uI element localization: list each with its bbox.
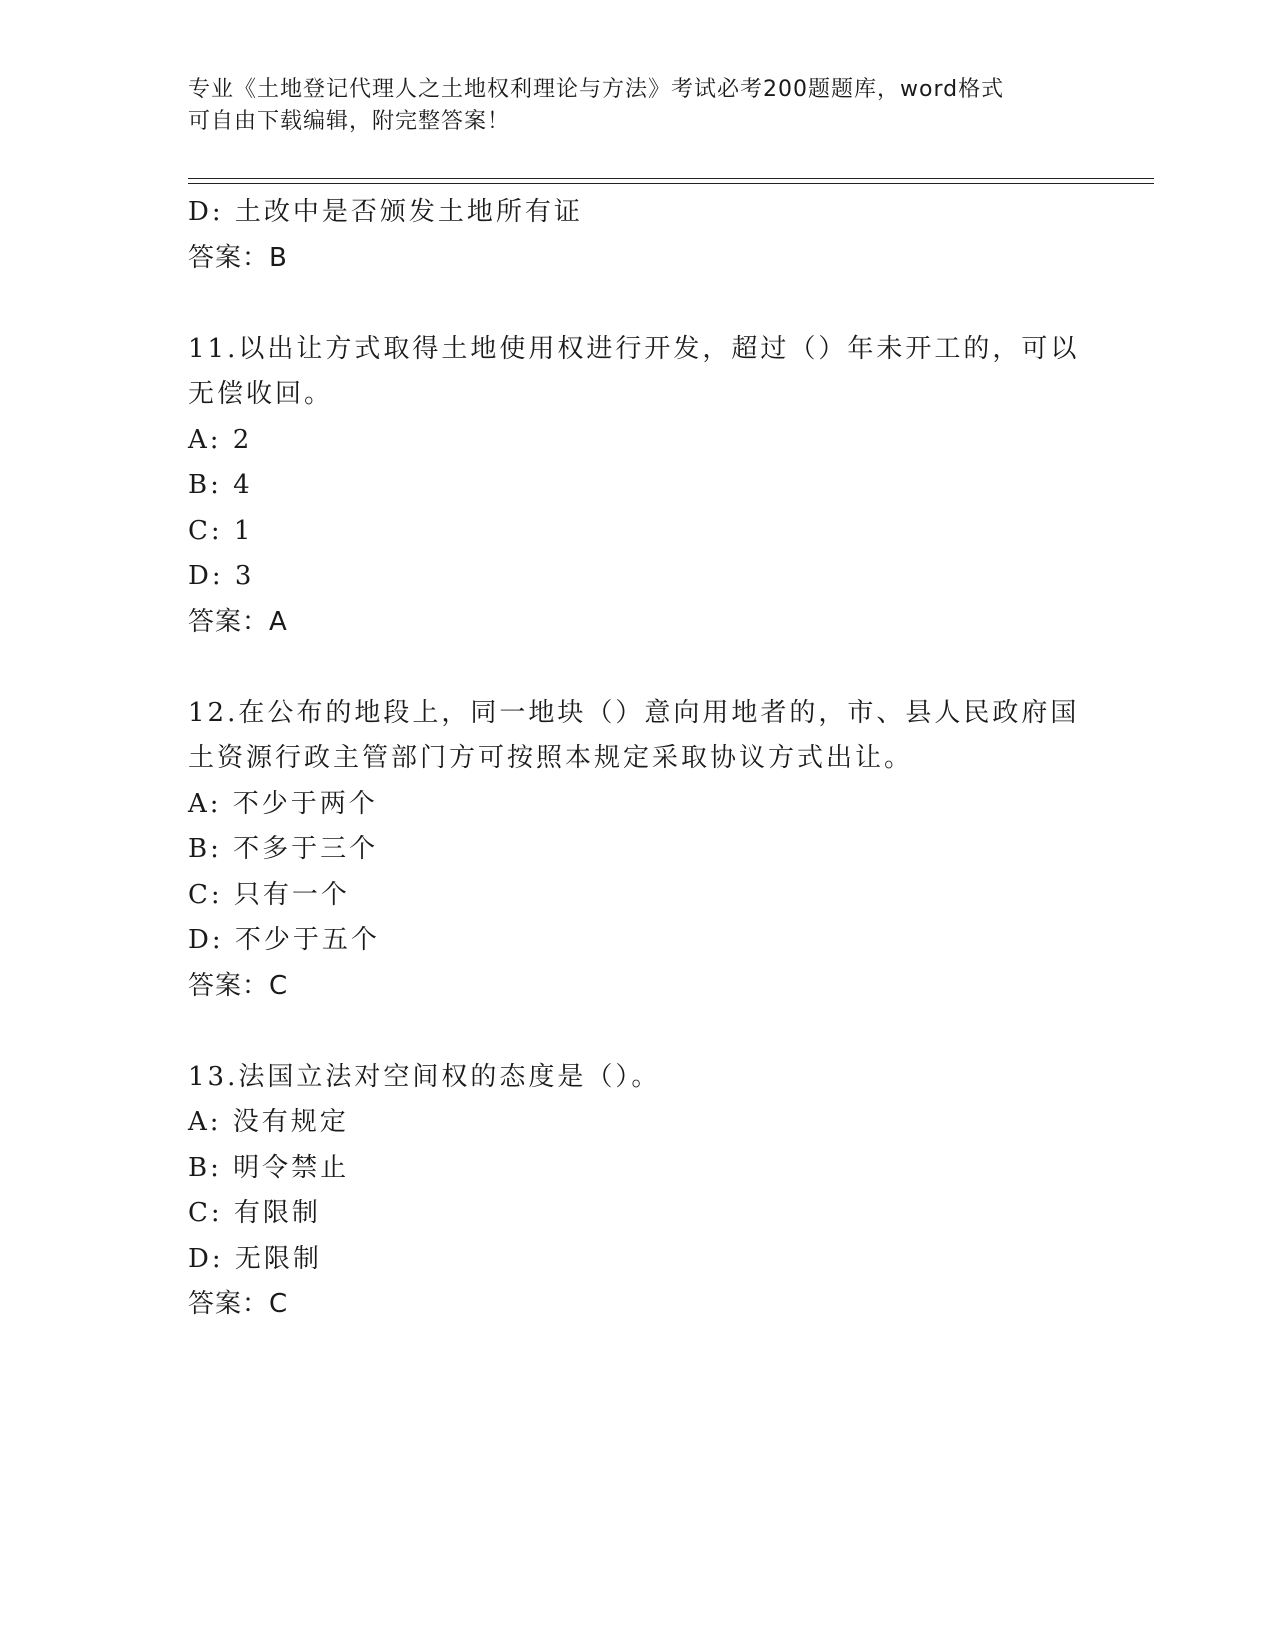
question-stem: 12.在公布的地段上，同一地块（）意向用地者的，市、县人民政府国 — [188, 697, 1080, 728]
document-header — [188, 74, 1088, 138]
question-stem: 11.以出让方式取得土地使用权进行开发，超过（）年未开工的，可以 — [188, 333, 1080, 364]
option-b: B: 不多于三个 — [188, 834, 379, 864]
spacer — [188, 281, 1088, 327]
header-title-line1: 专业《土地登记代理人之土地权利理论与方法》考试必考200题题库，word格式 — [188, 77, 1005, 102]
question-list — [188, 190, 1088, 1328]
option-a: A: 2 — [188, 424, 253, 455]
option-c: C: 有限制 — [188, 1198, 321, 1228]
header-divider-top — [188, 178, 1154, 179]
option-b: B: 明令禁止 — [188, 1152, 350, 1183]
answer: 答案：A — [188, 606, 288, 637]
option-b: B: 4 — [188, 470, 253, 500]
header-divider-bottom — [188, 183, 1154, 184]
option-d: D: 无限制 — [188, 1243, 322, 1274]
question-stem-continued: 无偿收回。 — [188, 379, 334, 409]
option-c: C: 只有一个 — [188, 879, 350, 910]
spacer — [188, 645, 1088, 691]
answer: 答案：C — [188, 1289, 289, 1319]
option-a: A: 不少于两个 — [188, 788, 378, 819]
option-a: A: 没有规定 — [188, 1107, 349, 1137]
option-d: D: 不少于五个 — [188, 925, 380, 955]
question-10-tail — [188, 190, 1088, 281]
question-stem-continued: 土资源行政主管部门方可按照本规定采取协议方式出让。 — [188, 743, 914, 773]
answer: 答案：B — [188, 242, 288, 273]
answer: 答案：C — [188, 970, 289, 1001]
option-d: D: 土改中是否颁发土地所有证 — [188, 197, 583, 227]
header-title-line2: 可自由下载编辑，附完整答案！ — [188, 109, 511, 134]
option-c: C: 1 — [188, 515, 254, 546]
question-stem: 13.法国立法对空间权的态度是（）。 — [188, 1061, 661, 1092]
question-12 — [188, 691, 1088, 1010]
spacer — [188, 1009, 1088, 1055]
question-11 — [188, 327, 1088, 646]
option-d: D: 3 — [188, 561, 255, 591]
question-13 — [188, 1055, 1088, 1328]
